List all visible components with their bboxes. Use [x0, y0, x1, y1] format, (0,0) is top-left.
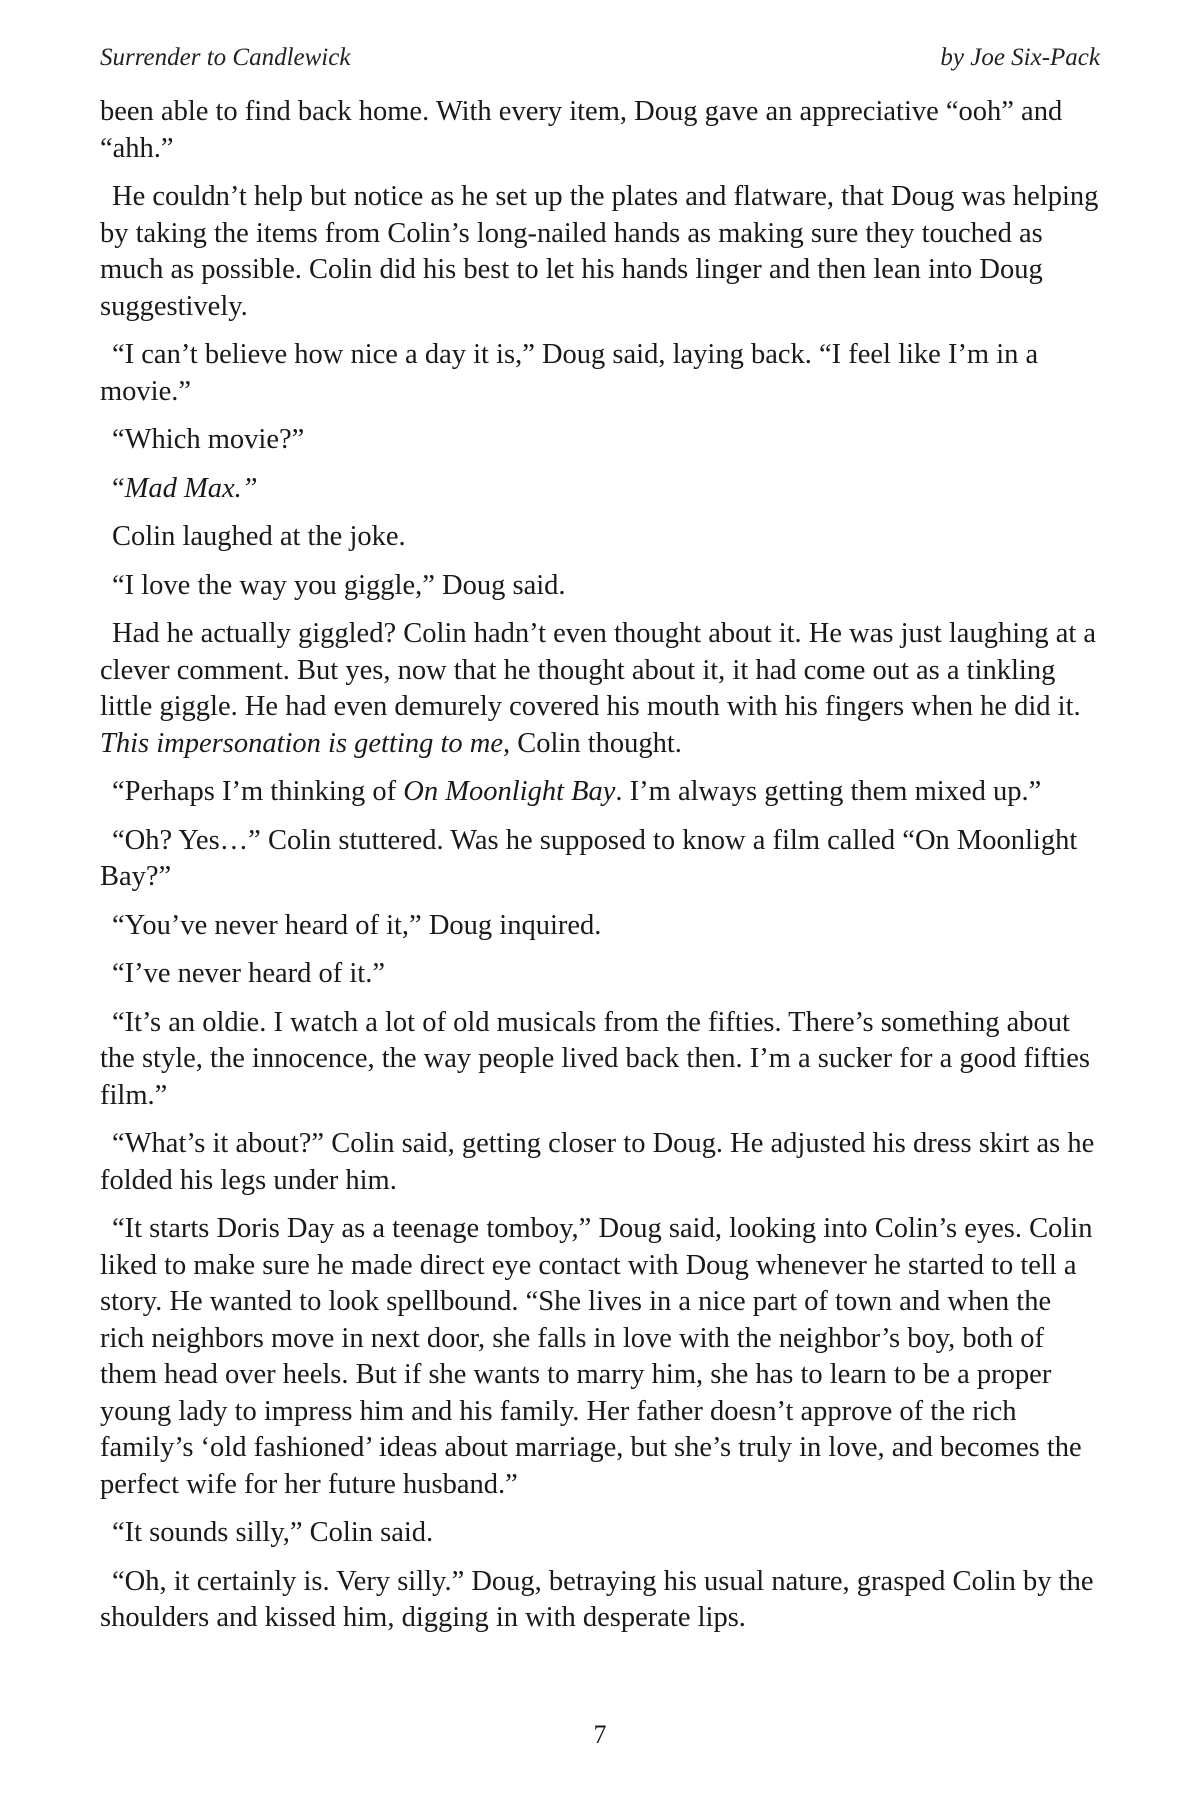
header-author: by Joe Six-Pack	[940, 44, 1100, 71]
paragraph-12: “I’ve never heard of it.”	[112, 958, 385, 989]
paragraph-2: He couldn’t help but notice as he set up the plates and flatware, that Doug was helping by taking the items from Colin’s long-nailed hands as making sure they touched as much as possible. Colin did his best to let his hands linger and then lean into Doug suggestively.	[100, 181, 1099, 322]
paragraph-13: “It’s an oldie. I watch a lot of old musicals from the fifties. There’s something about the style, the innocence, the way people lived back then. I’m a sucker for a good fifties film.”	[100, 1006, 1091, 1111]
page-number: 7	[593, 1720, 607, 1749]
header-book-title: Surrender to Candlewick	[100, 44, 351, 71]
paragraph-3: “I can’t believe how nice a day it is,” Doug said, laying back. “I feel like I’m in a movie.”	[100, 339, 1039, 407]
paragraph-5: “Mad Max.”	[112, 472, 258, 504]
paragraph-16: “It sounds silly,” Colin said.	[112, 1517, 434, 1548]
paragraph-10: “Oh? Yes…” Colin stuttered. Was he supposed to know a film called “On Moonlight Bay?”	[100, 824, 1078, 892]
paragraph-7: “I love the way you giggle,” Doug said.	[112, 569, 566, 601]
page-body	[100, 94, 1100, 1649]
paragraph-9: “Perhaps I’m thinking of On Moonlight Bay. I’m always getting them mixed up.”	[112, 776, 1042, 807]
paragraph-11: “You’ve never heard of it,” Doug inquired.	[112, 909, 602, 941]
paragraph-14: “What’s it about?” Colin said, getting closer to Doug. He adjusted his dress skirt as he folded his legs under him.	[100, 1128, 1095, 1196]
paragraph-15: “It starts Doris Day as a teenage tomboy,” Doug said, looking into Colin’s eyes. Colin liked to make sure he made direct eye contact with Doug whenever he started to tell a story. He wanted to look spellbound. “She lives in a nice part of town and when the rich neighbors move in next door, she falls in love with the neighbor’s boy, both of them head over heels. But if she wants to marry him, she has to learn to be a proper young lady to impress him and his family. Her father doesn’t approve of the rich family’s ‘old fashioned’ ideas about marriage, but she’s truly in love, and becomes the perfect wife for her future husband.”	[100, 1213, 1093, 1500]
paragraph-8: Had he actually giggled? Colin hadn’t even thought about it. He was just laughing at a clever comment. But yes, now that he thought about it, it had come out as a tinkling little giggle. He had even demurely covered his mouth with his fingers when he did it. This impersonation is getting to me, Colin thought.	[100, 618, 1097, 759]
paragraph-6: Colin laughed at the joke.	[112, 521, 406, 552]
paragraph-17: “Oh, it certainly is. Very silly.” Doug, betraying his usual nature, grasped Colin by the shoulders and kissed him, digging in with desperate lips.	[100, 1565, 1094, 1633]
running-header	[100, 44, 1100, 72]
paragraph-1: been able to find back home. With every item, Doug gave an appreciative “ooh” and “ahh.”	[100, 96, 1063, 164]
paragraph-4: “Which movie?”	[112, 424, 305, 455]
